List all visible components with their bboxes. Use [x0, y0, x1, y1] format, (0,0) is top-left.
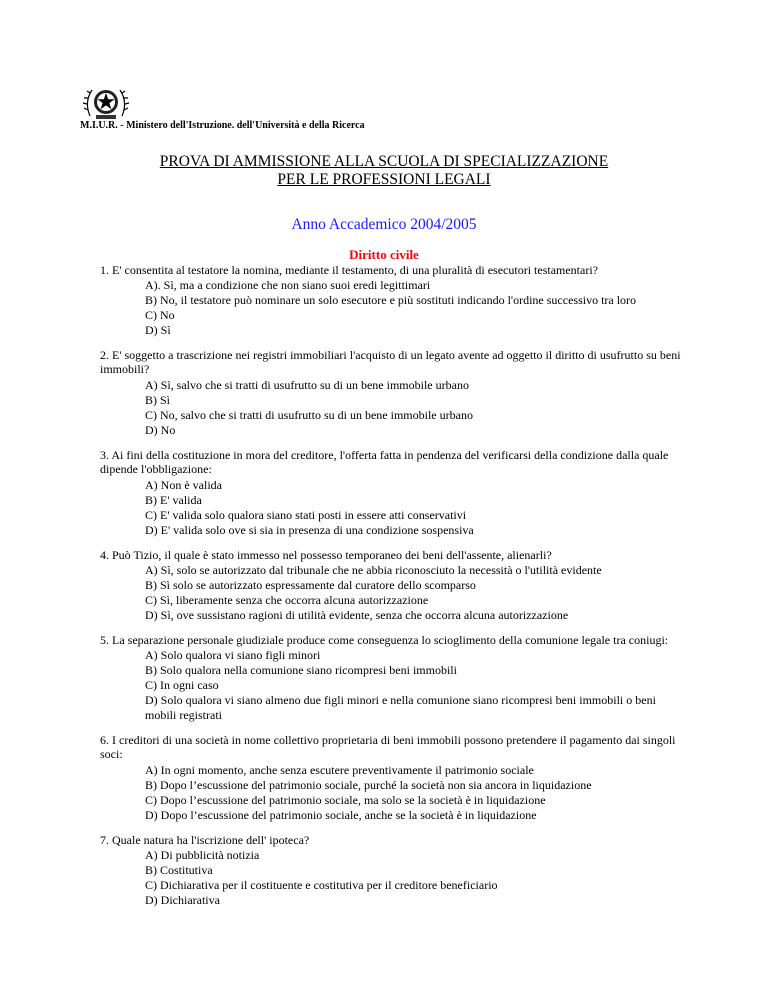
- question-4-text: 4. Può Tizio, il quale è stato immesso nel possesso temporaneo dei beni dell'assente, alienarli?: [100, 548, 552, 562]
- question-5-option-b: B) Solo qualora nella comunione siano ricompresi beni immobili: [145, 663, 457, 677]
- question-5-option-c: C) In ogni caso: [145, 678, 219, 692]
- question-5-option-a: A) Solo qualora vi siano figli minori: [145, 648, 321, 662]
- question-6-text: 6. I creditori di una società in nome collettivo proprietaria di beni immobili possono pretendere il pagamento dai singoli soci:: [100, 733, 676, 761]
- question-7-option-d: D) Dichiarativa: [145, 893, 220, 907]
- academic-year: Anno Accademico 2004/2005: [291, 216, 477, 233]
- republic-emblem-icon: [82, 82, 130, 122]
- question-1-option-b: B) No, il testatore può nominare un solo esecutore e più sostituti indicando l'ordine successivo tra loro: [145, 293, 637, 307]
- ministry-name: M.I.U.R. - Ministero dell'Istruzione. dell'Università e della Ricerca: [80, 120, 365, 131]
- question-2-option-d: D) No: [145, 423, 176, 437]
- question-7-option-b: B) Costitutiva: [145, 863, 213, 877]
- question-6-option-d: D) Dopo l’escussione del patrimonio sociale, anche se la società è in liquidazione: [145, 808, 537, 822]
- question-7-option-c: C) Dichiarativa per il costituente e costitutiva per il creditore beneficiario: [145, 878, 498, 892]
- subject-heading: Diritto civile: [349, 247, 419, 262]
- question-4-option-d: D) Sì, ove sussistano ragioni di utilità evidente, senza che occorra alcuna autorizzazione: [145, 608, 569, 622]
- question-1-option-a: A). Sì, ma a condizione che non siano suoi eredi legittimari: [145, 278, 431, 292]
- question-3-option-a: A) Non è valida: [145, 478, 222, 492]
- question-4-option-b: B) Sì solo se autorizzato espressamente dal curatore dello scomparso: [145, 578, 476, 592]
- question-5-option-d-continued: mobili registrati: [145, 708, 222, 722]
- question-6-option-b: B) Dopo l’escussione del patrimonio sociale, purché la società non sia ancora in liquidazione: [145, 778, 592, 792]
- question-1-option-c: C) No: [145, 308, 175, 322]
- question-2-option-c: C) No, salvo che si tratti di usufrutto su di un bene immobile urbano: [145, 408, 473, 422]
- exam-title-line2: PER LE PROFESSIONI LEGALI: [277, 171, 491, 188]
- question-1-text: 1. E' consentita al testatore la nomina, mediante il testamento, di una pluralità di esecutori testamentari?: [100, 263, 598, 277]
- question-1-option-d: D) Sì: [145, 323, 171, 337]
- question-5-text: 5. La separazione personale giudiziale produce come conseguenza lo scioglimento della comunione legale tra coniugi:: [100, 633, 669, 647]
- question-6-option-c: C) Dopo l’escussione del patrimonio sociale, ma solo se la società è in liquidazione: [145, 793, 546, 807]
- exam-title-line1: PROVA DI AMMISSIONE ALLA SCUOLA DI SPECIALIZZAZIONE: [159, 153, 609, 170]
- question-7-text: 7. Quale natura ha l'iscrizione dell' ipoteca?: [100, 833, 310, 847]
- question-3-option-b: B) E' valida: [145, 493, 202, 507]
- question-2-text: 2. E' soggetto a trascrizione nei registri immobiliari l'acquisto di un legato avente ad oggetto il diritto di usufrutto su beni immobili?: [100, 348, 681, 376]
- question-4-option-a: A) Sì, solo se autorizzato dal tribunale che ne abbia riconosciuto la necessità o l'utilità evidente: [145, 563, 602, 577]
- question-5-option-d: D) Solo qualora vi siano almeno due figli minori e nella comunione siano ricompresi beni immobili o beni: [145, 693, 656, 707]
- question-4-option-c: C) Sì, liberamente senza che occorra alcuna autorizzazione: [145, 593, 429, 607]
- question-7-option-a: A) Di pubblicità notizia: [145, 848, 260, 862]
- question-3-option-c: C) E' valida solo qualora siano stati posti in essere atti conservativi: [145, 508, 467, 522]
- question-6-option-a: A) In ogni momento, anche senza escutere preventivamente il patrimonio sociale: [145, 763, 534, 777]
- question-2-option-b: B) Sì: [145, 393, 171, 407]
- question-2-option-a: A) Sì, salvo che si tratti di usufrutto su di un bene immobile urbano: [145, 378, 469, 392]
- question-3-text: 3. Ai fini della costituzione in mora del creditore, l'offerta fatta in pendenza del verificarsi della condizione dalla quale dipende l'obbligazione:: [100, 448, 669, 476]
- question-3-option-d: D) E' valida solo ove si sia in presenza di una condizione sospensiva: [145, 523, 474, 537]
